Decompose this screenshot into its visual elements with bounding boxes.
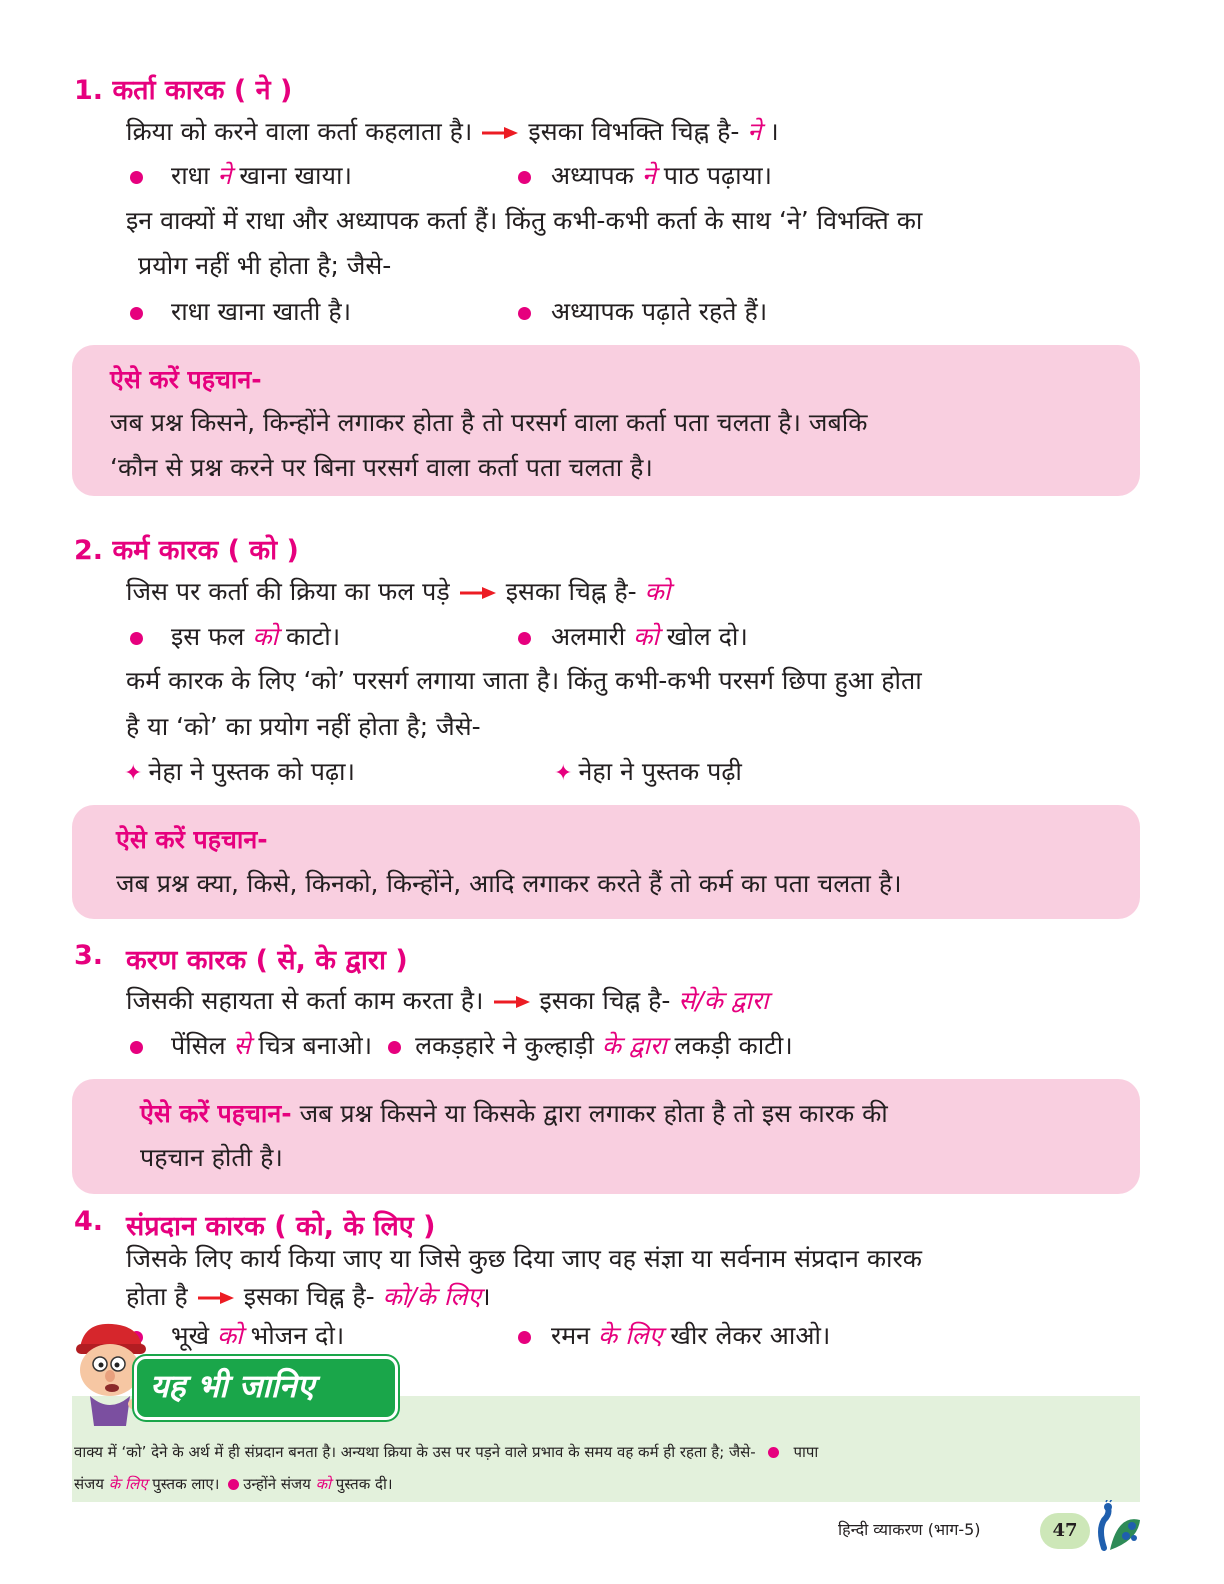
section-2-example-4 [554,754,742,792]
example-text: पेंसिल [171,1031,226,1060]
example-text: राधा [171,161,210,190]
section-4-example-1 [130,1318,344,1354]
sign-text: के लिए [598,1321,663,1350]
section-3-heading: करण कारक ( से, के द्वारा ) [126,945,408,976]
example-text: राधा खाना खाती है। [171,297,352,326]
bullet-dot-icon [130,307,143,320]
section-1-example-1 [130,158,352,194]
identify-box-3-line-2: पहचान होती है। [140,1143,283,1172]
example-text: भोजन दो। [250,1321,345,1350]
sign-text: ने [217,161,232,190]
know-text: उन्होंने संजय [243,1475,311,1493]
identify-box-3-text: जब प्रश्न किसने या किसके द्वारा लगाकर होता है तो इस कारक की [299,1099,888,1128]
sign-text: को [252,622,278,651]
section-1-definition [126,114,779,150]
identify-box-1-line-1: जब प्रश्न किसने, किन्होंने लगाकर होता है तो परसर्ग वाला कर्ता पता चलता है। जबकि [110,408,868,437]
example-text: खीर लेकर आओ। [670,1321,831,1350]
bullet-dot-icon [518,171,531,184]
know-also-line-1 [74,1442,818,1462]
example-text: काटो। [285,622,341,651]
star-bullet-icon: ✦ [124,761,143,786]
arrow-icon [458,586,498,600]
bullet-dot-icon [130,1041,143,1054]
example-text: पाठ पढ़ाया। [663,161,773,190]
section-2-example-3 [124,754,355,792]
sign-text: को/के लिए [382,1282,482,1311]
section-1-example-2 [518,158,772,194]
definition-sign-label: इसका चिह्न है- [243,1282,375,1311]
definition-sign-label: इसका विभक्ति चिह्न है- [528,117,740,146]
section-4-heading: संप्रदान कारक ( को, के लिए ) [126,1211,436,1242]
star-bullet-icon: ✦ [554,761,573,786]
identify-box-2-heading: ऐसे करें पहचान- [116,825,268,854]
section-3-number: 3. [74,940,104,971]
definition-text: होता है [126,1282,188,1311]
sign-text: को [315,1475,332,1493]
bullet-dot-icon [518,632,531,645]
example-text: खाना खाया। [239,161,352,190]
definition-text: क्रिया को करने वाला कर्ता कहलाता है। [126,117,473,146]
example-text: अलमारी [551,622,626,651]
know-also-line-2 [74,1474,393,1494]
sign-text: से/के द्वारा [678,986,769,1015]
know-text: पापा [793,1443,819,1461]
section-4-definition-line-1: जिसके लिए कार्य किया जाए या जिसे कुछ दिया जाए वह संज्ञा या सर्वनाम संप्रदान कारक [126,1244,922,1273]
arrow-icon [480,126,520,140]
definition-sign-label: इसका चिह्न है- [505,577,637,606]
section-2-example-1 [130,619,340,655]
section-1-example-4 [518,294,767,330]
section-1-paragraph-line-1: इन वाक्यों में राधा और अध्यापक कर्ता हैं। किंतु कभी-कभी कर्ता के साथ ‘ने’ विभक्ति का [126,206,923,235]
section-4-example-2 [518,1318,830,1354]
definition-text: जिस पर कर्ता की क्रिया का फल पड़े [126,577,450,606]
know-also-badge-text: यह भी जानिए [150,1367,315,1405]
sign-text: को [644,577,671,606]
section-1-heading: 1. कर्ता कारक ( ने ) [74,75,293,106]
bullet-dot-icon [130,171,143,184]
identify-box-3-line-1 [140,1096,888,1132]
know-text: वाक्य में ‘को’ देने के अर्थ में ही संप्रदान बनता है। अन्यथा क्रिया के उस पर पड़ने वाले प्रभाव के समय वह कर्म ही रहता है; जैसे- [74,1443,756,1461]
arrow-icon [196,1291,236,1305]
section-1-paragraph-line-2: प्रयोग नहीं भी होता है; जैसे- [138,251,392,280]
peacock-icon [1088,1500,1144,1556]
section-2-heading: 2. कर्म कारक ( को ) [74,535,299,566]
example-text: लकड़ी काटी। [674,1031,793,1060]
bullet-dot-icon [518,1331,531,1344]
definition-end: । [481,1282,491,1311]
section-2-example-2 [518,619,748,655]
footer-book-title: हिन्दी व्याकरण (भाग-5) [838,1520,981,1539]
definition-text: जिसकी सहायता से कर्ता काम करता है। [126,986,484,1015]
example-text: चित्र बनाओ। [258,1031,373,1060]
bullet-dot-icon [518,307,531,320]
sign-text: ने [747,117,762,146]
section-2-paragraph-line-1: कर्म कारक के लिए ‘को’ परसर्ग लगाया जाता है। किंतु कभी-कभी परसर्ग छिपा हुआ होता [126,666,922,695]
know-text: संजय [74,1475,104,1493]
page-number: 47 [1040,1513,1090,1549]
example-text: भूखे [171,1321,210,1350]
bullet-dot-icon [130,632,143,645]
example-text: खोल दो। [666,622,748,651]
section-3-examples [130,1028,793,1064]
example-text: नेहा ने पुस्तक को पढ़ा। [148,757,356,786]
identify-box-1-line-2: ‘कौन से प्रश्न करने पर बिना परसर्ग वाला कर्ता पता चलता है। [110,453,653,482]
sign-text: ने [641,161,656,190]
know-text: पुस्तक दी। [335,1475,393,1493]
section-1-example-3 [130,294,351,330]
example-text: इस फल [171,622,245,651]
definition-sign-label: इसका चिह्न है- [539,986,671,1015]
section-4-number: 4. [74,1206,104,1237]
definition-end: । [769,117,779,146]
section-2-paragraph-line-2: है या ‘को’ का प्रयोग नहीं होता है; जैसे- [126,712,481,741]
example-text: अध्यापक पढ़ाते रहते हैं। [551,297,768,326]
sign-text: के द्वारा [601,1031,667,1060]
identify-box-2-line-1: जब प्रश्न क्या, किसे, किनको, किन्होंने, आदि लगाकर करते हैं तो कर्म का पता चलता है। [116,869,902,898]
section-4-definition-line-2 [126,1279,491,1315]
bullet-dot-icon [388,1041,401,1054]
example-text: अध्यापक [551,161,634,190]
section-2-definition [126,574,670,610]
example-text: रमन [551,1321,591,1350]
identify-box-1-heading: ऐसे करें पहचान- [110,365,262,394]
sign-text: को [216,1321,243,1350]
section-3-definition [126,983,768,1019]
know-text: पुस्तक लाए। [152,1475,220,1493]
sign-text: से [233,1031,251,1060]
arrow-icon [492,995,532,1009]
sign-text: के लिए [108,1475,148,1493]
example-text: लकड़हारे ने कुल्हाड़ी [415,1031,594,1060]
example-text: नेहा ने पुस्तक पढ़ी [578,757,742,786]
sign-text: को [633,622,659,651]
bullet-dot-icon [228,1479,239,1490]
identify-box-3-heading: ऐसे करें पहचान- [140,1099,292,1128]
bullet-dot-icon [768,1447,779,1458]
